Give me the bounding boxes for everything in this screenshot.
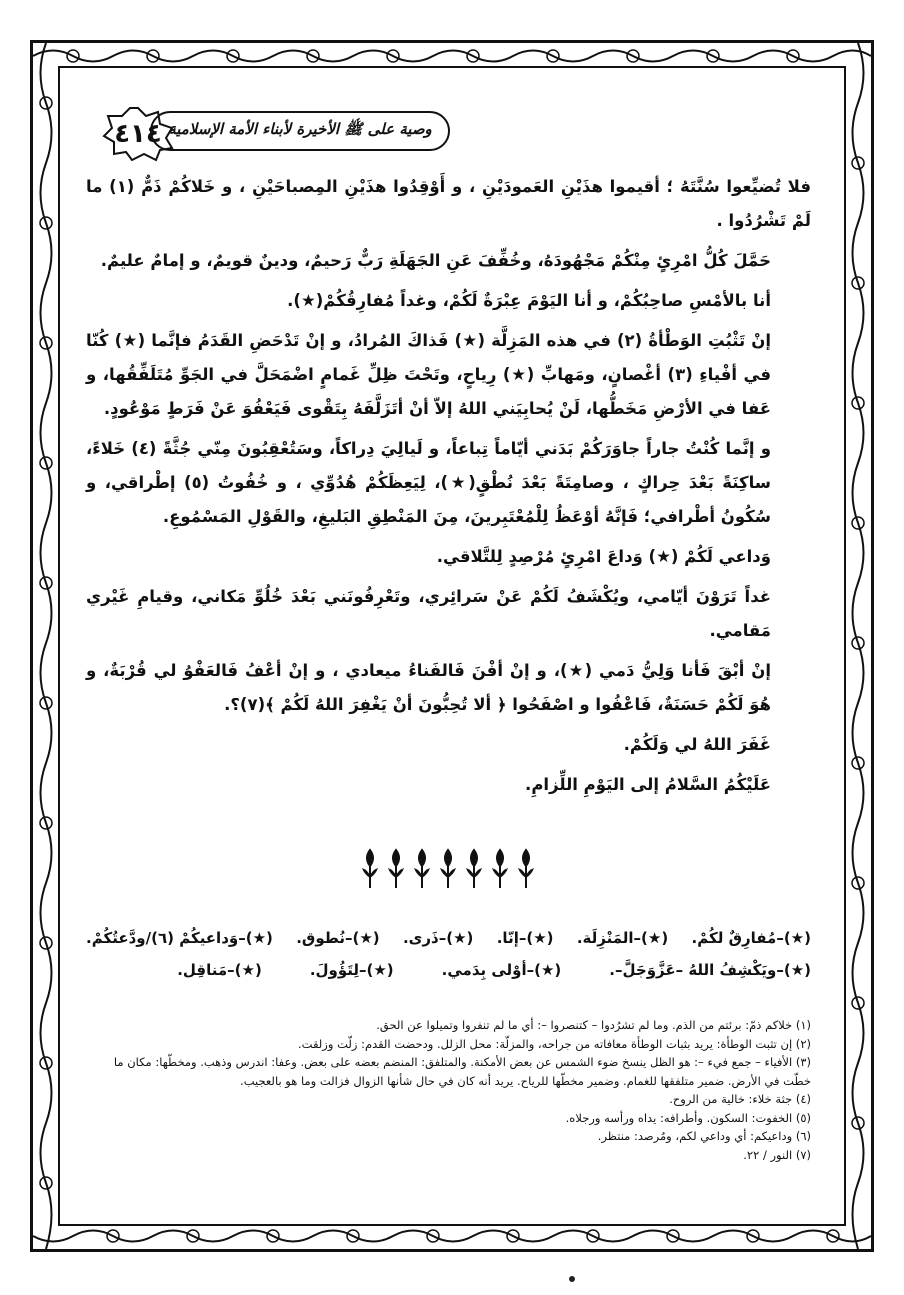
floral-border-right <box>845 43 871 1249</box>
variant-row-2 <box>86 954 811 986</box>
variant-item: (★)–ذَرى. <box>402 929 474 947</box>
variant-item: (★)–مُفارِقٌ لكُمْ. <box>691 929 811 947</box>
scan-dot <box>569 1276 575 1282</box>
footnote-5: (٥) الخفوت: السكون. وأطرافه: يداه ورأسه ورجلاه. <box>565 1110 811 1125</box>
paragraph-7: غداً تَرَوْنَ أيّامي، ويُكْشَفُ لَكُمْ عَنْ سَرائِري، وتَعْرِفُونَني بَعْدَ خُلُوِّ مَكاني، وقيامِ غَيْري مَقامي. <box>86 587 771 640</box>
paragraph-4: إنْ تَثْبُتِ الوَطْأةُ (٢) في هذه المَزِلَّة (★) فَذاكَ المُرادُ، و إنْ تَدْحَضِ القَدَمُ فإنَّما (★) كُنّا في أفْياءِ (٣) أغْصانٍ، ومَهابِّ (★) رِياحٍ، وتَحْتَ ظِلِّ غَمامٍ اضْمَحَلَّ في الجَوِّ مُتَلَفِّقُها، و عَفا في الأرْضِ مَخَطُّها، لَنْ يُحابِيَني اللهُ إلاّ أنْ أتَزَلَّفَهُ بِتَقْوى فَيَعْفُوَ عَنْ فَرَطٍ مَوْعُودٍ. <box>86 331 771 418</box>
variant-item: (★)–أوْلى بِدَمي. <box>441 961 562 979</box>
variant-item: (★)–نُطوق. <box>296 929 380 947</box>
floral-border-top <box>33 43 871 69</box>
page-number-text: ٤١٤ <box>114 119 162 149</box>
paragraph-2: حَمَّلَ كُلُّ امْرِئٍ مِنْكُمْ مَجْهُودَهُ، وخُفِّفَ عَنِ الجَهَلَةِ رَبٌّ رَحيمٌ، ودينٌ قويمٌ، و إمامٌ عليمٌ. <box>100 251 771 270</box>
footnote-6: (٦) وداعيكم: أي وداعي لكم، ومُرصد: منتظر. <box>597 1129 811 1143</box>
variant-item: (★)–وَداعيكُمْ (٦)/ودَّعتُكُمْ. <box>86 929 273 947</box>
variant-item: (★)–إنّا. <box>496 929 554 947</box>
variant-row-1 <box>86 922 811 954</box>
floral-border-bottom <box>33 1223 871 1249</box>
footnote-3: (٣) الأفياء – جمع فيء –: هو الظل ينسخ ضوء الشمس عن بعض الأمكنة. والمتلفق: المنضم بعضه على بعض. وعفا: اندرس وذهب. ومخطّها: مكان ما خطّت في الأرض. ضمير متلفقها للغمام. وضمير مخطّها للرياح. يريد أنه كان في حال شأنها الزوال فزالت وما هو بالعجيب. <box>113 1055 811 1088</box>
tulip-ornament-icon <box>360 848 550 888</box>
variant-readings <box>86 922 811 986</box>
footnote-7: (٧) النور / ٢٢. <box>743 1147 811 1162</box>
paragraph-5: و إنَّما كُنْتُ جاراً جاوَرَكُمْ بَدَني أيّاماً تِباعاً، و لَيالِيَ دِراكاً، وسَتُعْقِبُونَ مِنّي جُثَّةً (٤) خَلاءً، ساكِنَةً بَعْدَ حِراكٍ ، وصامِتَةً بَعْدَ نُطْقٍ(★)، لِيَعِظَكُمْ هُدُوِّي ، و خُفُوتُ (٥) إطْراقي، و سُكُونُ أطْرافي؛ فَإنَّهُ أوْعَظُ لِلْمُعْتَبِرينَ، مِنَ المَنْطِقِ البَليغِ، والقَوْلِ المَسْمُوعِ. <box>86 439 772 526</box>
footnotes <box>86 1016 811 1164</box>
paragraph-1: فلا تُضيِّعوا سُنَّتَهُ ؛ أقيموا هذَيْنِ العَمودَيْنِ ، و أَوْقِدُوا هذَيْنِ المِصباحَيْنِ ، و خَلاكُمْ ذَمٌّ (١) ما لَمْ تَشْرُدُوا . <box>86 177 811 230</box>
paragraph-6: وَداعي لَكُمْ (★) وَداعَ امْرِئٍ مُرْصِدٍ لِلتَّلاقي. <box>436 547 771 566</box>
paragraph-8: إنْ أبْقَ فَأنا وَلِيُّ دَمي (★)، و إنْ أفْنَ فَالفَناءُ ميعادي ، و إنْ أعْفُ فَالعَفْوُ لي قُرْبَةٌ، و هُوَ لَكُمْ حَسَنَةٌ، فَاعْفُوا و اصْفَحُوا ﴿ ألا تُحِبُّونَ أنْ يَغْفِرَ اللهُ لَكُمْ ﴾(٧)؟. <box>86 661 771 714</box>
variant-item: (★)–ويَكْشِفُ اللهُ –عَزَّوَجَلَّ–. <box>609 961 811 979</box>
running-head: وصية على ﷺ الأخيرة لأبناء الأمة الإسلامية <box>150 111 450 151</box>
footnote-1: (١) خلاكم ذمّ: برئتم من الذم. وما لم تشرُدوا – كتنصروا –: أي ما لم تنفروا وتميلوا عن الحق. <box>376 1018 811 1032</box>
paragraph-9: غَفَرَ اللهُ لي وَلَكُمْ. <box>623 735 771 754</box>
footnote-2: (٢) إن تثبت الوطأة: يريد بثبات الوطأة معافاته من جراحه، والمزلّة: محل الزلل. ودحضت القدم: زلّت وزلقت. <box>298 1036 811 1051</box>
variant-item: (★)–المَنْزِلَة. <box>576 929 669 947</box>
footnote-4: (٤) جثة خلاء: خالية من الروح. <box>669 1092 811 1106</box>
paragraph-3: أنا بالأمْسِ صاحِبُكُمْ، و أنا اليَوْمَ عِبْرَةٌ لَكُمْ، وغداً مُفارِقُكُمْ(★). <box>287 291 771 310</box>
floral-border-left <box>33 43 59 1249</box>
variant-item: (★)–مَناقِل. <box>177 961 262 979</box>
variant-item: (★)–لِتَؤُولَ. <box>309 961 394 979</box>
paragraph-10: عَلَيْكُمُ السَّلامُ إلى اليَوْمِ اللِّزامِ. <box>525 775 771 794</box>
body-text <box>86 170 811 808</box>
